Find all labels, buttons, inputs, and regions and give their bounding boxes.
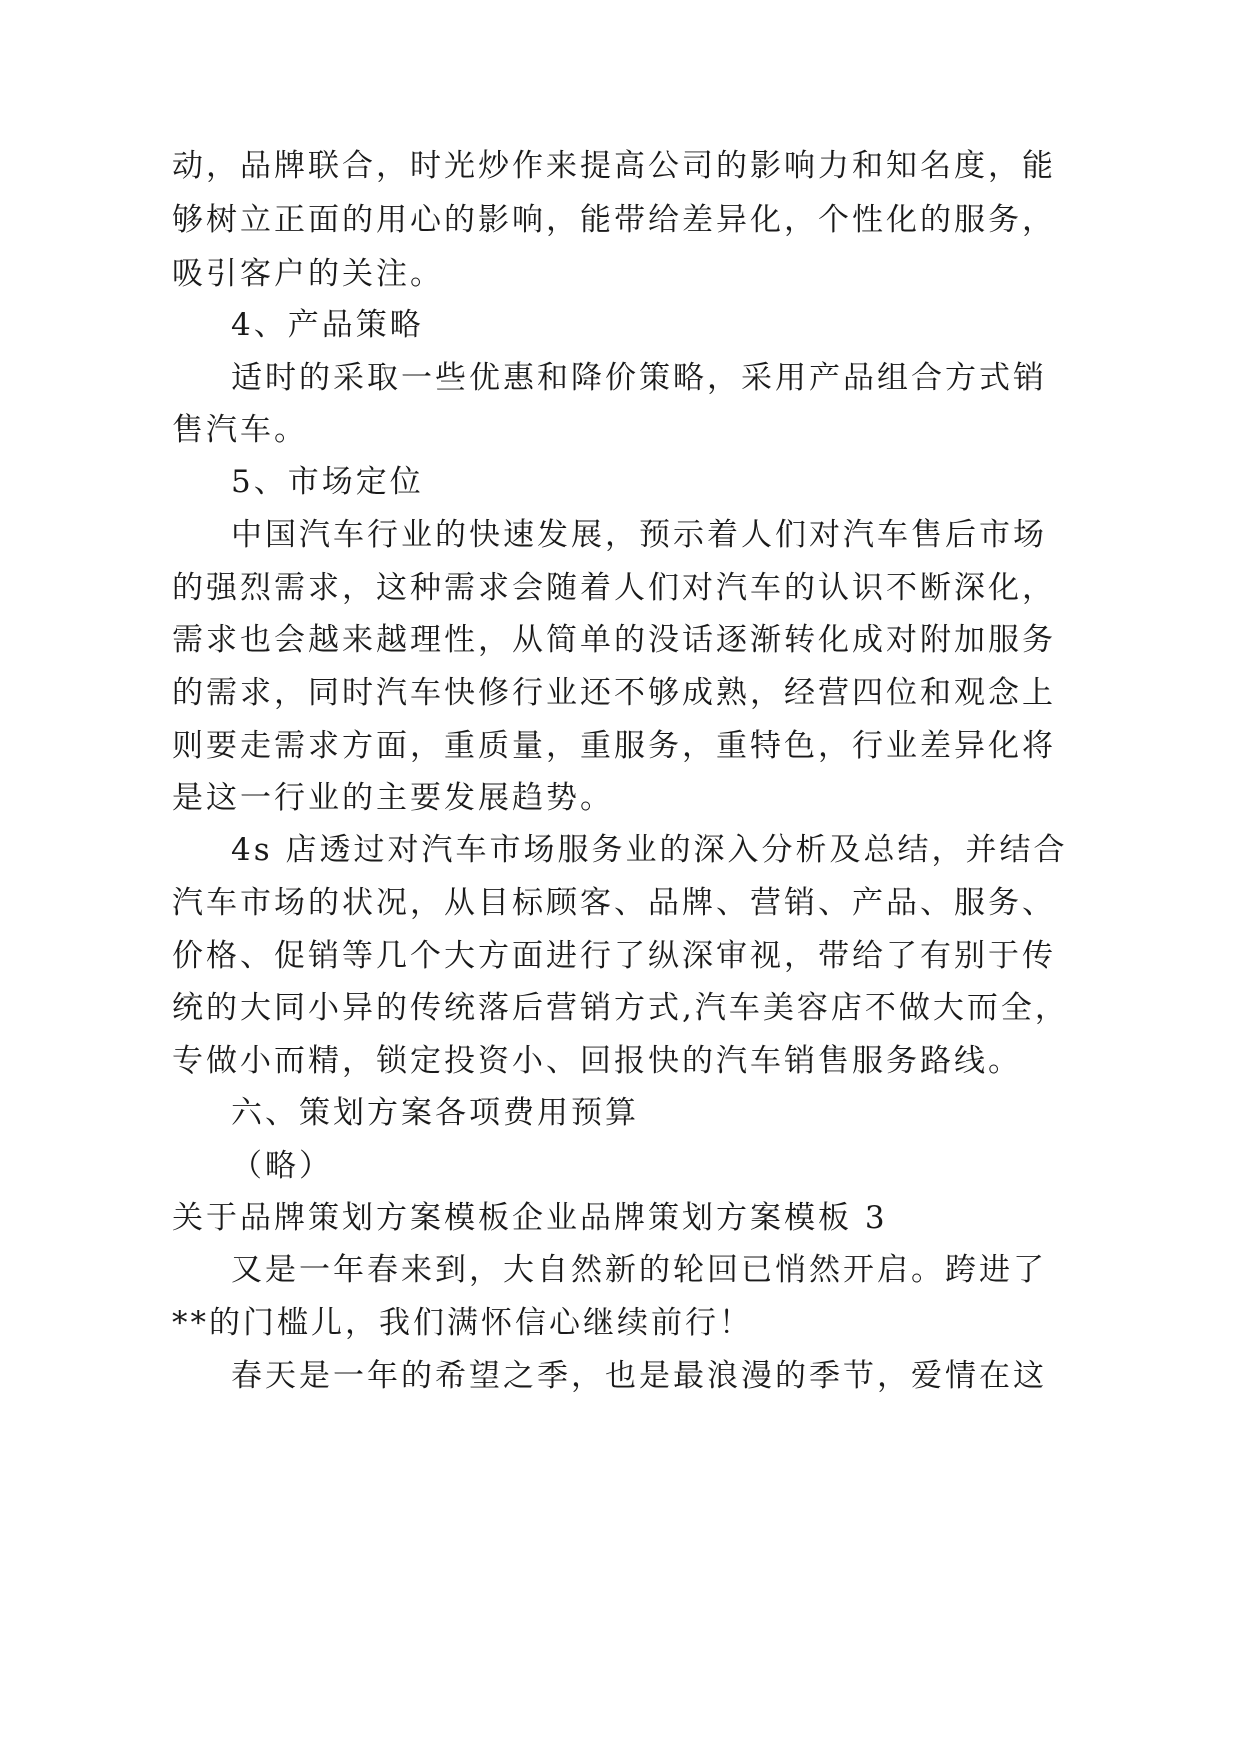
text-line: 4s 店透过对汽车市场服务业的深入分析及总结，并结合 — [231, 832, 1068, 868]
text-line: 动，品牌联合，时光炒作来提高公司的影响力和知名度，能 — [172, 148, 1056, 184]
section-heading: 六、策划方案各项费用预算 — [231, 1095, 639, 1131]
text-line: 是这一行业的主要发展趋势。 — [172, 780, 614, 816]
text-line: 专做小而精，锁定投资小、回报快的汽车销售服务路线。 — [172, 1043, 1022, 1079]
text-line: 统的大同小异的传统落后营销方式,汽车美容店不做大而全， — [172, 990, 1069, 1026]
text-line: 中国汽车行业的快速发展，预示着人们对汽车售后市场 — [231, 517, 1047, 553]
text-line: 则要走需求方面，重质量，重服务，重特色，行业差异化将 — [172, 728, 1056, 764]
text-line: （略） — [231, 1148, 333, 1184]
text-line: 汽车市场的状况，从目标顾客、品牌、营销、产品、服务、 — [172, 885, 1056, 921]
text-line: **的门槛儿，我们满怀信心继续前行！ — [172, 1305, 753, 1341]
text-line: 的需求，同时汽车快修行业还不够成熟，经营四位和观念上 — [172, 675, 1056, 711]
text-line: 的强烈需求，这种需求会随着人们对汽车的认识不断深化， — [172, 570, 1056, 606]
text-line: 需求也会越来越理性，从简单的没话逐渐转化成对附加服务 — [172, 622, 1056, 658]
text-line: 吸引客户的关注。 — [172, 256, 444, 292]
section-heading: 5、市场定位 — [231, 464, 424, 500]
text-line: 又是一年春来到，大自然新的轮回已悄然开启。跨进了 — [231, 1252, 1047, 1288]
document-title: 关于品牌策划方案模板企业品牌策划方案模板 3 — [172, 1200, 888, 1236]
text-line: 够树立正面的用心的影响，能带给差异化，个性化的服务， — [172, 202, 1056, 238]
text-line: 售汽车。 — [172, 412, 308, 448]
text-line: 价格、促销等几个大方面进行了纵深审视，带给了有别于传 — [172, 938, 1056, 974]
text-line: 适时的采取一些优惠和降价策略，采用产品组合方式销 — [231, 360, 1047, 396]
text-line: 春天是一年的希望之季，也是最浪漫的季节，爱情在这 — [231, 1358, 1047, 1394]
section-heading: 4、产品策略 — [231, 307, 424, 343]
